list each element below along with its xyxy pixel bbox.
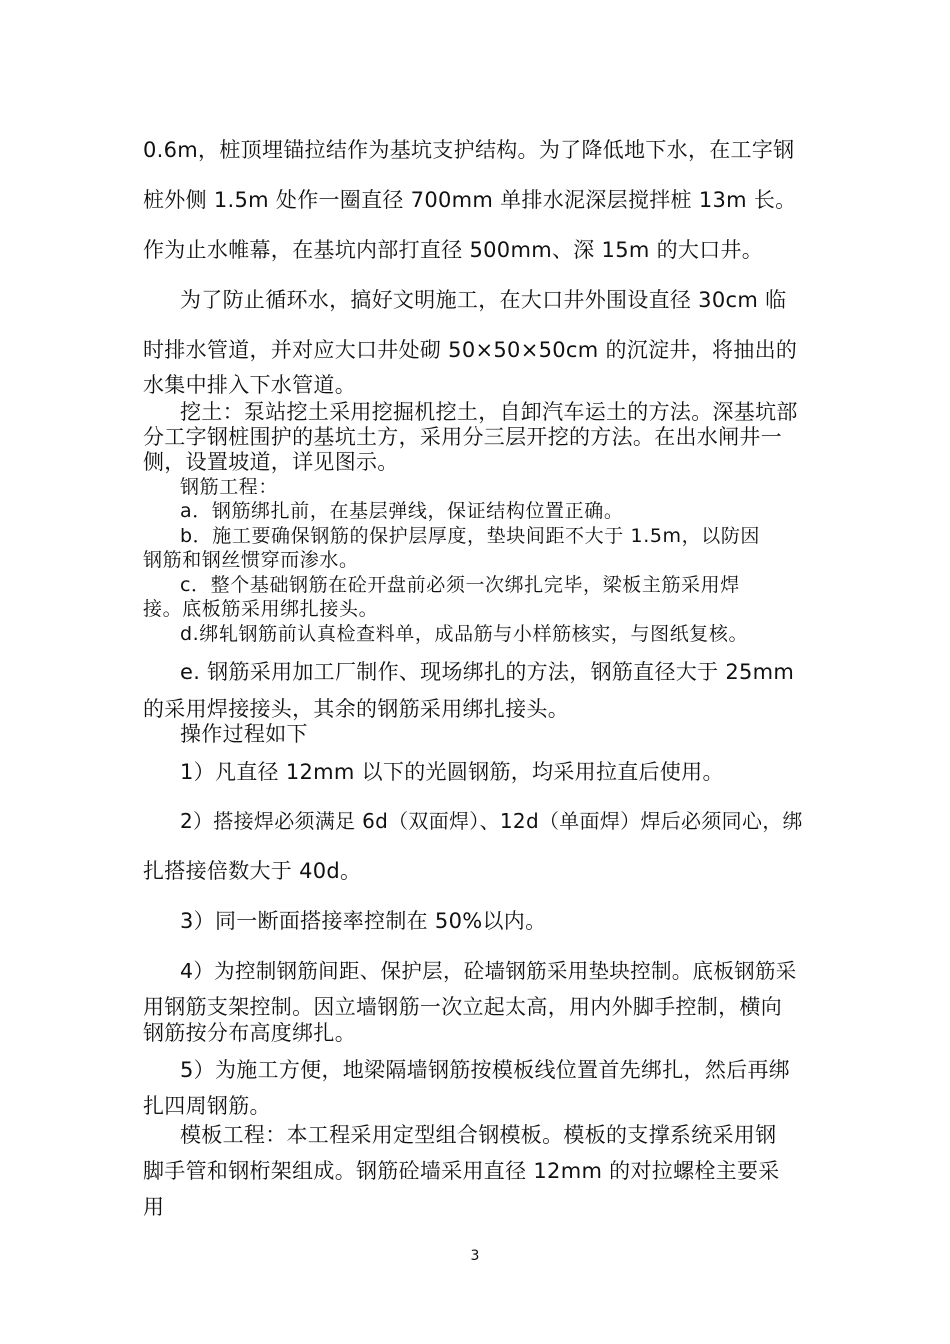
text-line: 1）凡直径 12mm 以下的光圆钢筋，均采用拉直后使用。 xyxy=(180,760,724,784)
text-line: 桩外侧 1.5m 处作一圈直径 700mm 单排水泥深层搅拌桩 13m 长。 xyxy=(143,188,797,212)
text-line: 分工字钢桩围护的基坑土方，采用分三层开挖的方法。在出水闸井一 xyxy=(143,425,782,449)
text-line: a．钢筋绑扎前，在基层弹线，保证结构位置正确。 xyxy=(180,500,624,522)
text-line: 作为止水帷幕，在基坑内部打直径 500mm、深 15m 的大口井。 xyxy=(143,238,764,262)
text-line: 5）为施工方便，地梁隔墙钢筋按模板线位置首先绑扎，然后再绑 xyxy=(180,1058,791,1082)
text-line: 2）搭接焊必须满足 6d（双面焊）、12d（单面焊）焊后必须同心，绑 xyxy=(180,809,803,833)
text-line: 挖土：泵站挖土采用挖掘机挖土，自卸汽车运土的方法。深基坑部 xyxy=(180,400,798,424)
text-line: d.绑轧钢筋前认真检查料单，成品筋与小样筋核实，与图纸复核。 xyxy=(180,623,749,645)
text-line: 扎搭接倍数大于 40d。 xyxy=(143,859,362,883)
text-line: 用 xyxy=(143,1195,165,1219)
text-line: 的采用焊接接头，其余的钢筋采用绑扎接头。 xyxy=(143,697,569,721)
text-line: 时排水管道，并对应大口井处砌 50×50×50cm 的沉淀井，将抽出的 xyxy=(143,338,798,362)
text-line: 用钢筋支架控制。因立墙钢筋一次立起太高，用内外脚手控制，横向 xyxy=(143,995,782,1019)
text-line: 钢筋按分布高度绑扎。 xyxy=(143,1021,356,1045)
text-line: 0.6m，桩顶埋锚拉结作为基坑支护结构。为了降低地下水，在工字钢 xyxy=(143,138,795,162)
text-line: 接。底板筋采用绑扎接头。 xyxy=(143,598,379,620)
text-line: 水集中排入下水管道。 xyxy=(143,373,356,397)
text-line: 模板工程：本工程采用定型组合钢模板。模板的支撑系统采用钢 xyxy=(180,1123,777,1147)
text-line: b．施工要确保钢筋的保护层厚度，垫块间距不大于 1.5m，以防因 xyxy=(180,525,761,547)
text-line: 钢筋和钢丝惯穿而渗水。 xyxy=(143,549,359,571)
text-line: 钢筋工程： xyxy=(180,476,279,498)
page-number: 3 xyxy=(470,1248,480,1264)
text-line: 扎四周钢筋。 xyxy=(143,1094,271,1118)
text-line: 侧，设置坡道，详见图示。 xyxy=(143,450,399,474)
text-line: e. 钢筋采用加工厂制作、现场绑扎的方法，钢筋直径大于 25mm xyxy=(180,660,795,684)
text-line: c．整个基础钢筋在砼开盘前必须一次绑扎完毕，梁板主筋采用焊 xyxy=(180,574,740,596)
text-line: 4）为控制钢筋间距、保护层，砼墙钢筋采用垫块控制。底板钢筋采 xyxy=(180,959,797,983)
text-line: 3）同一断面搭接率控制在 50%以内。 xyxy=(180,909,547,933)
text-line: 脚手管和钢桁架组成。钢筋砼墙采用直径 12mm 的对拉螺栓主要采 xyxy=(143,1159,780,1183)
text-line: 为了防止循环水，搞好文明施工，在大口井外围设直径 30cm 临 xyxy=(180,288,787,312)
text-line: 操作过程如下 xyxy=(180,722,308,746)
